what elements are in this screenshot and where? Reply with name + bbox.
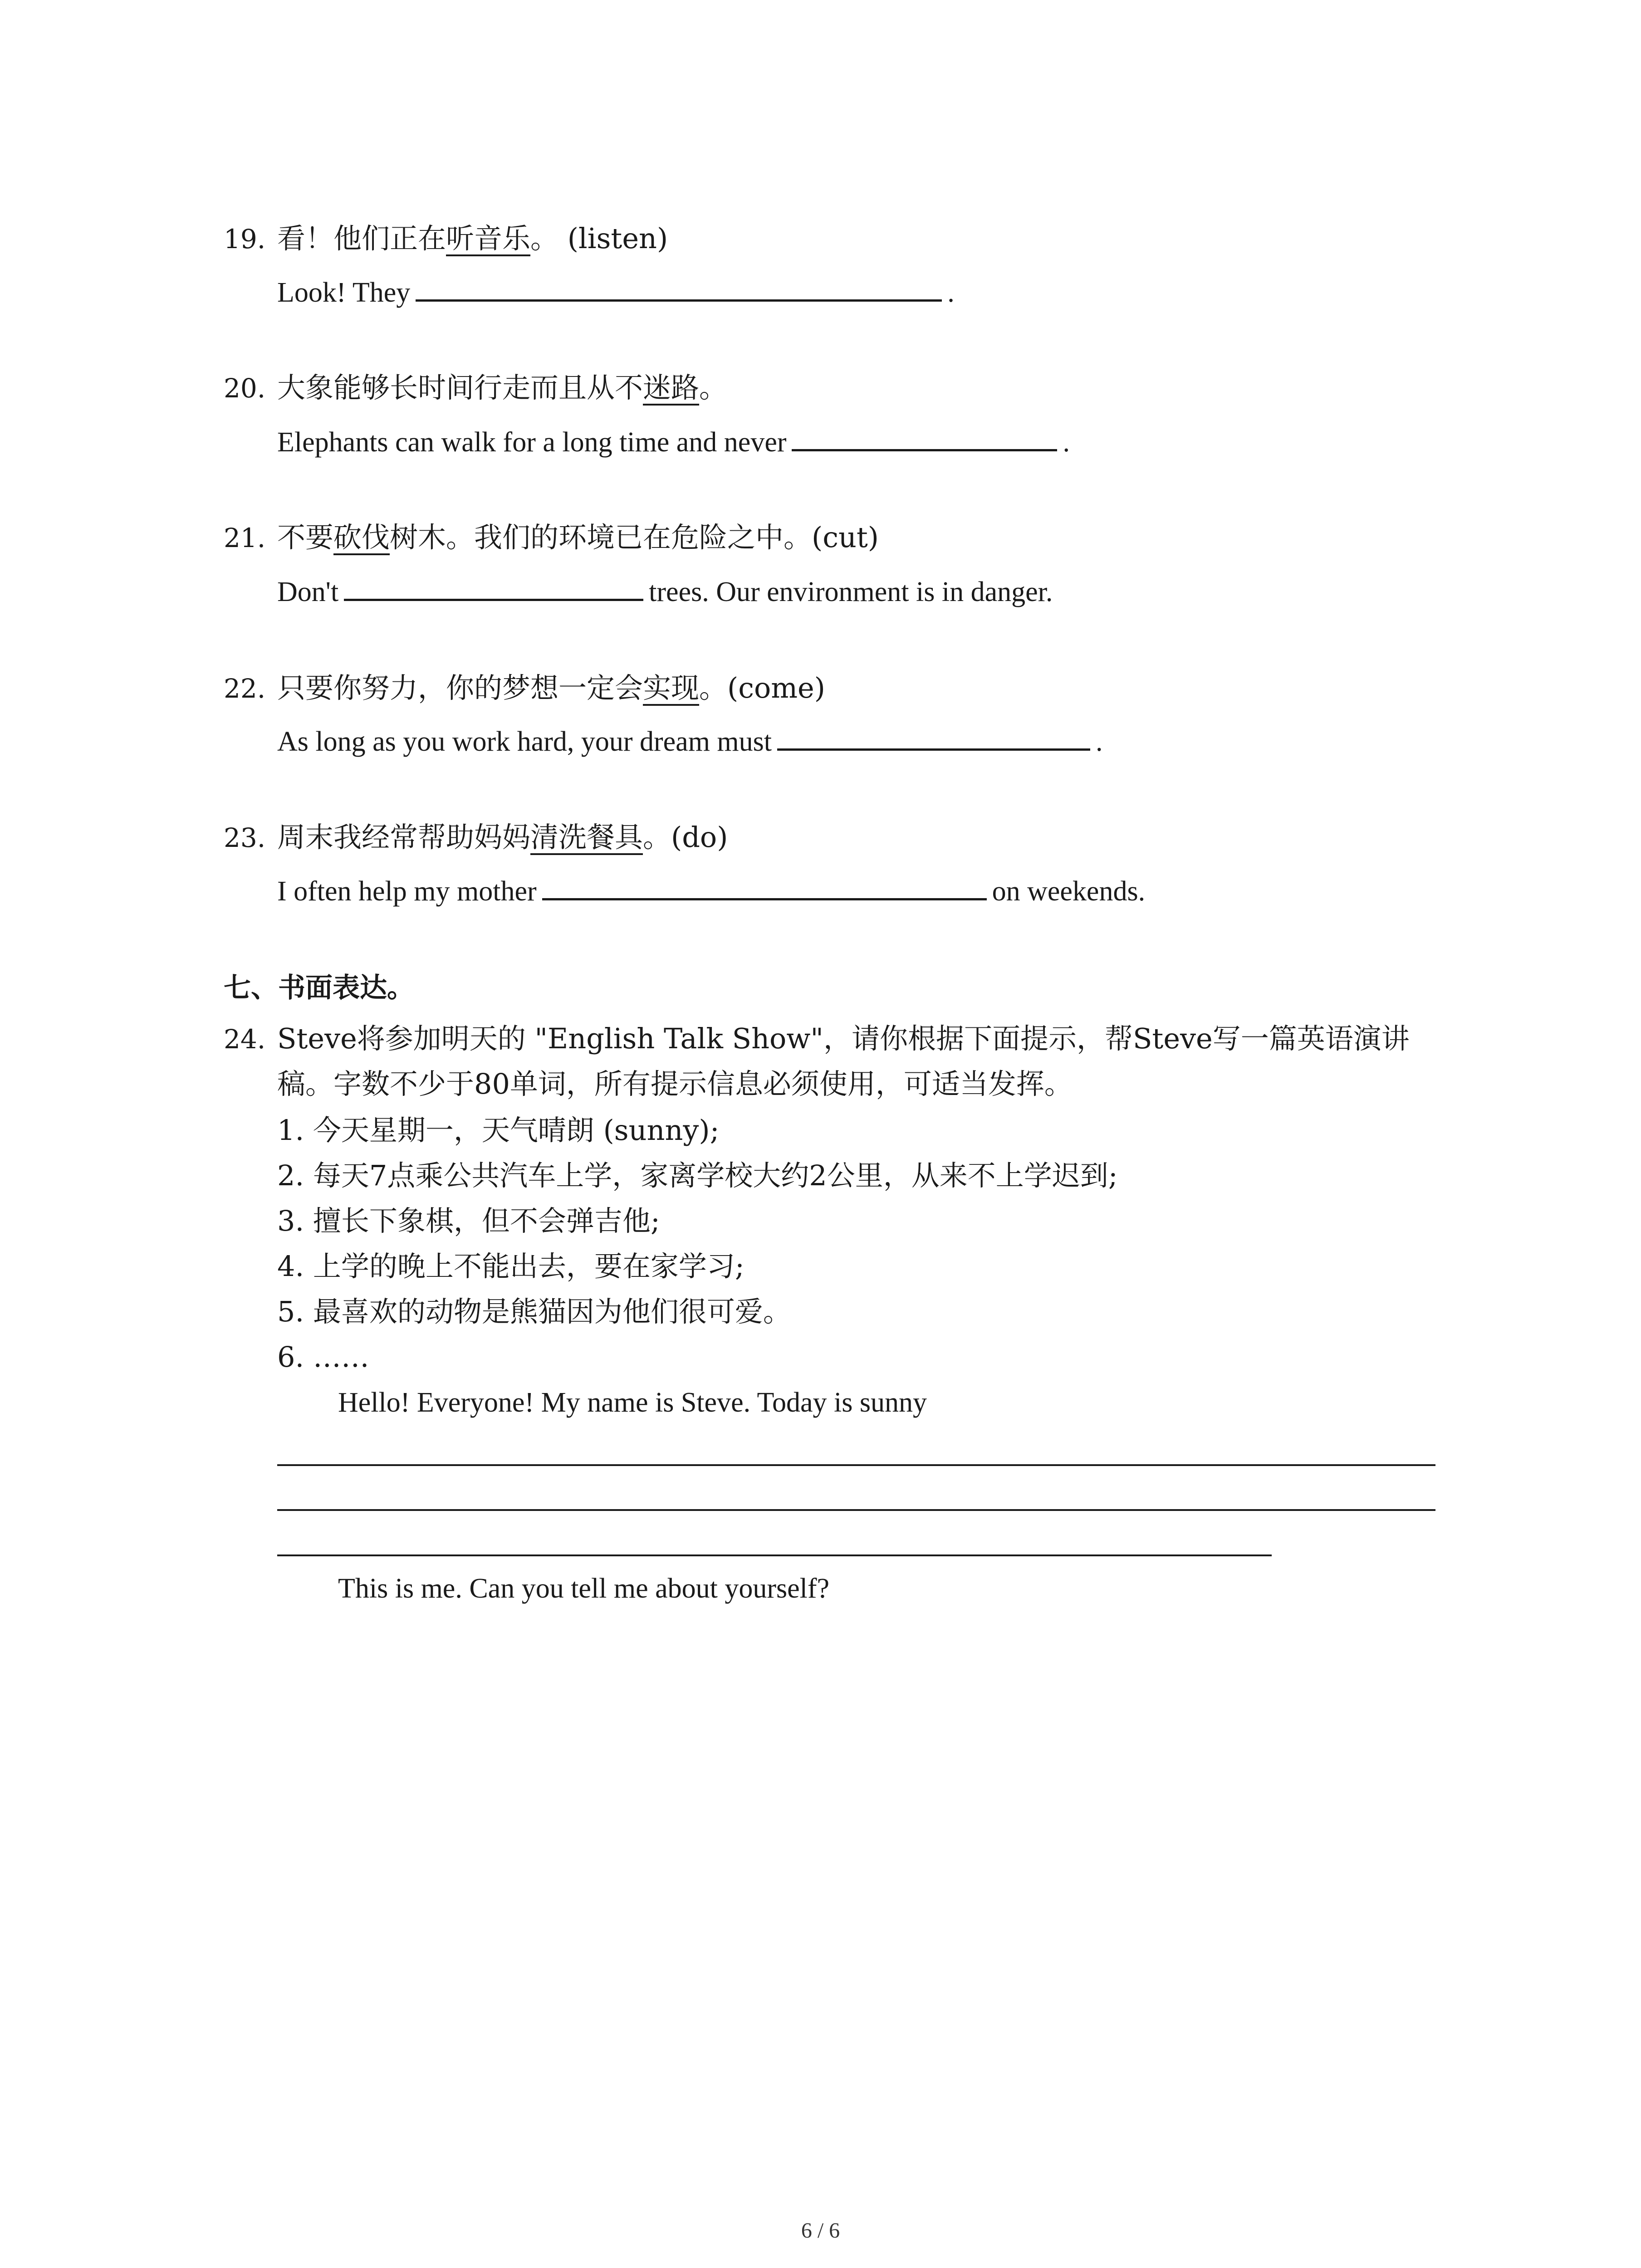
question-19-answer [277, 271, 955, 311]
answer-suffix: . [947, 277, 955, 308]
prompt-text: 。 [699, 371, 728, 404]
question-23-prompt [224, 819, 728, 856]
underlined-keyword: 实现 [643, 671, 700, 704]
hint-3: 3. 擅长下象棋，但不会弹吉他; [277, 1204, 660, 1237]
answer-blank[interactable] [792, 421, 1057, 451]
question-number: 24. [224, 1024, 266, 1055]
answer-blank[interactable] [416, 271, 942, 302]
answer-prefix: I often help my mother [277, 876, 537, 907]
section-heading: 七、书面表达。 [224, 972, 414, 1004]
question-19-prompt [224, 220, 668, 257]
question-22-prompt [224, 670, 825, 707]
question-number: 23. [224, 822, 266, 853]
hint-1: 1. 今天星期一，天气晴朗 (sunny); [277, 1114, 720, 1147]
prompt-text: 大象能够长时间行走而且从不 [277, 371, 643, 404]
question-number: 22. [224, 673, 266, 704]
underlined-keyword: 砍伐 [333, 521, 390, 554]
answer-suffix: . [1063, 427, 1070, 458]
essay-opening: Hello! Everyone! My name is Steve. Today is sunny [338, 1387, 927, 1418]
prompt-text: 。(come) [699, 671, 825, 704]
answer-prefix: Don't [277, 577, 339, 607]
prompt-text: 树木。我们的环境已在危险之中。(cut) [390, 521, 879, 554]
prompt-text: Steve将参加明天的 "English Talk Show"，请你根据下面提示，帮Steve写一篇英语演讲 [277, 1022, 1410, 1055]
answer-blank[interactable] [344, 571, 643, 601]
answer-blank[interactable] [777, 720, 1090, 751]
question-23-answer [277, 870, 1145, 909]
question-22-answer [277, 720, 1103, 760]
answer-prefix: Look! They [277, 277, 411, 308]
answer-suffix: on weekends. [992, 876, 1146, 907]
question-21-prompt [224, 519, 879, 556]
answer-prefix: As long as you work hard, your dream must [277, 726, 772, 757]
hint-5: 5. 最喜欢的动物是熊猫因为他们很可爱。 [277, 1295, 791, 1328]
question-21-answer [277, 571, 1053, 610]
prompt-text: 周末我经常帮助妈妈 [277, 821, 531, 854]
question-24-line-1 [224, 1021, 1410, 1057]
prompt-text: 只要你努力，你的梦想一定会 [277, 671, 643, 704]
writing-line-2[interactable] [277, 1509, 1435, 1511]
hint-4: 4. 上学的晚上不能出去，要在家学习; [277, 1250, 745, 1283]
writing-line-3[interactable] [277, 1554, 1272, 1556]
writing-line-1[interactable] [277, 1464, 1435, 1466]
prompt-text: 。 (listen) [530, 222, 668, 255]
question-number: 20. [224, 373, 266, 404]
answer-suffix: . [1096, 726, 1103, 757]
question-20-prompt [224, 370, 727, 406]
prompt-text: 不要 [277, 521, 334, 554]
answer-blank[interactable] [542, 870, 987, 900]
answer-prefix: Elephants can walk for a long time and never [277, 427, 787, 458]
hint-6: 6. …… [277, 1340, 369, 1374]
question-number: 21. [224, 523, 266, 553]
underlined-keyword: 听音乐 [446, 222, 531, 255]
question-24-line-2: 稿。字数不少于80单词，所有提示信息必须使用，可适当发挥。 [277, 1067, 1073, 1100]
prompt-text: 。(do) [643, 821, 728, 854]
underlined-keyword: 清洗餐具 [530, 821, 643, 854]
underlined-keyword: 迷路 [643, 371, 700, 404]
answer-suffix: trees. Our environment is in danger. [649, 577, 1053, 607]
question-number: 19. [224, 224, 266, 254]
prompt-text: 看！他们正在 [277, 222, 446, 255]
essay-closing: This is me. Can you tell me about yourself? [338, 1573, 830, 1604]
question-20-answer [277, 421, 1070, 460]
page-number: 6 / 6 [801, 2219, 840, 2243]
hint-2: 2. 每天7点乘公共汽车上学，家离学校大约2公里，从来不上学迟到; [277, 1159, 1118, 1192]
